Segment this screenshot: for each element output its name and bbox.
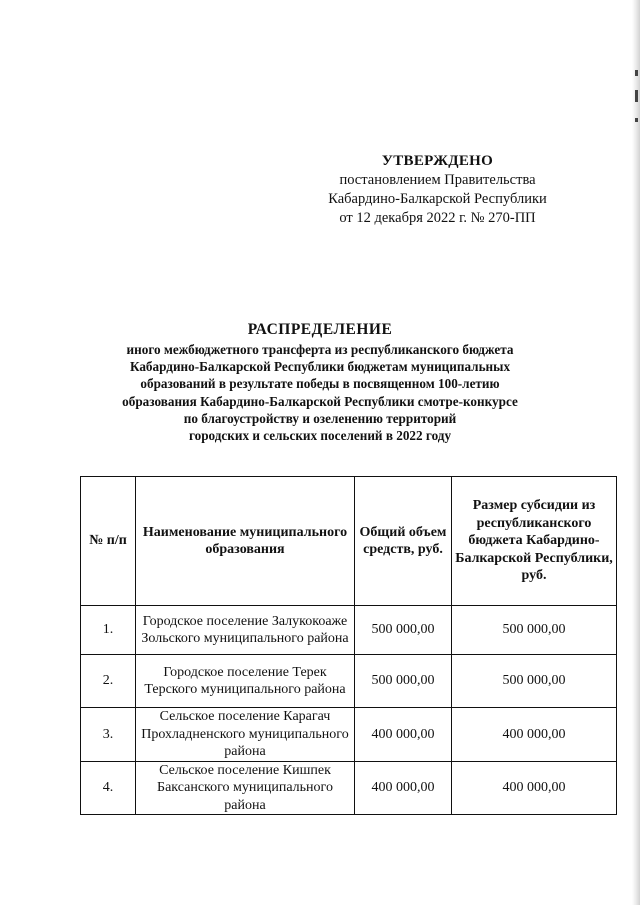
row-number: 4. — [81, 761, 136, 815]
table-row — [81, 606, 617, 655]
row-subsidy: 400 000,00 — [452, 708, 617, 762]
row-subsidy: 400 000,00 — [452, 761, 617, 815]
row-municipality: Городское поселение Терек Терского муниципального района — [136, 655, 355, 708]
row-total: 400 000,00 — [355, 708, 452, 762]
row-total: 500 000,00 — [355, 606, 452, 655]
scan-edge-mark — [635, 118, 638, 122]
row-municipality: Сельское поселение Кишпек Баксанского муниципального района — [136, 761, 355, 815]
table-row — [81, 655, 617, 708]
row-subsidy: 500 000,00 — [452, 606, 617, 655]
row-total: 500 000,00 — [355, 655, 452, 708]
document-subtitle: иного межбюджетного трансферта из республиканского бюджета Кабардино-Балкарской Республики бюджетам муниципальных образований в результате победы в посвященном 100-летию образования Кабардино-Балкарской Республики смотре-конкурсе по благоустройству и озеленению территорий городских и сельских поселений в 2022 году — [122, 342, 518, 444]
scan-edge-mark — [635, 90, 638, 102]
header-name: Наименование муниципального образования — [136, 477, 355, 606]
header-subsidy: Размер субсидии из республиканского бюджета Кабардино-Балкарской Республики, руб. — [452, 477, 617, 606]
approval-line: от 12 декабря 2022 г. № 270-ПП — [339, 210, 536, 226]
row-subsidy: 500 000,00 — [452, 655, 617, 708]
scan-edge-shadow — [632, 0, 640, 905]
approval-line: постановлением Правительства — [339, 172, 536, 188]
header-total: Общий объем средств, руб. — [355, 477, 452, 606]
header-number: № п/п — [81, 477, 136, 606]
row-municipality: Городское поселение Залукокоаже Зольского муниципального района — [136, 606, 355, 655]
approval-stamp: УТВЕРЖДЕНО — [381, 153, 494, 169]
table-row — [81, 761, 617, 815]
approval-block — [300, 152, 575, 228]
table-row — [81, 708, 617, 762]
row-number: 1. — [81, 606, 136, 655]
row-number: 2. — [81, 655, 136, 708]
table-header-row — [81, 477, 617, 606]
row-number: 3. — [81, 708, 136, 762]
document-title: РАСПРЕДЕЛЕНИЕ — [247, 321, 393, 338]
row-municipality: Сельское поселение Карагач Прохладненского муниципального района — [136, 708, 355, 762]
row-total: 400 000,00 — [355, 761, 452, 815]
scan-edge-mark — [635, 70, 638, 76]
distribution-table — [80, 476, 617, 815]
approval-line: Кабардино-Балкарской Республики — [328, 191, 547, 207]
